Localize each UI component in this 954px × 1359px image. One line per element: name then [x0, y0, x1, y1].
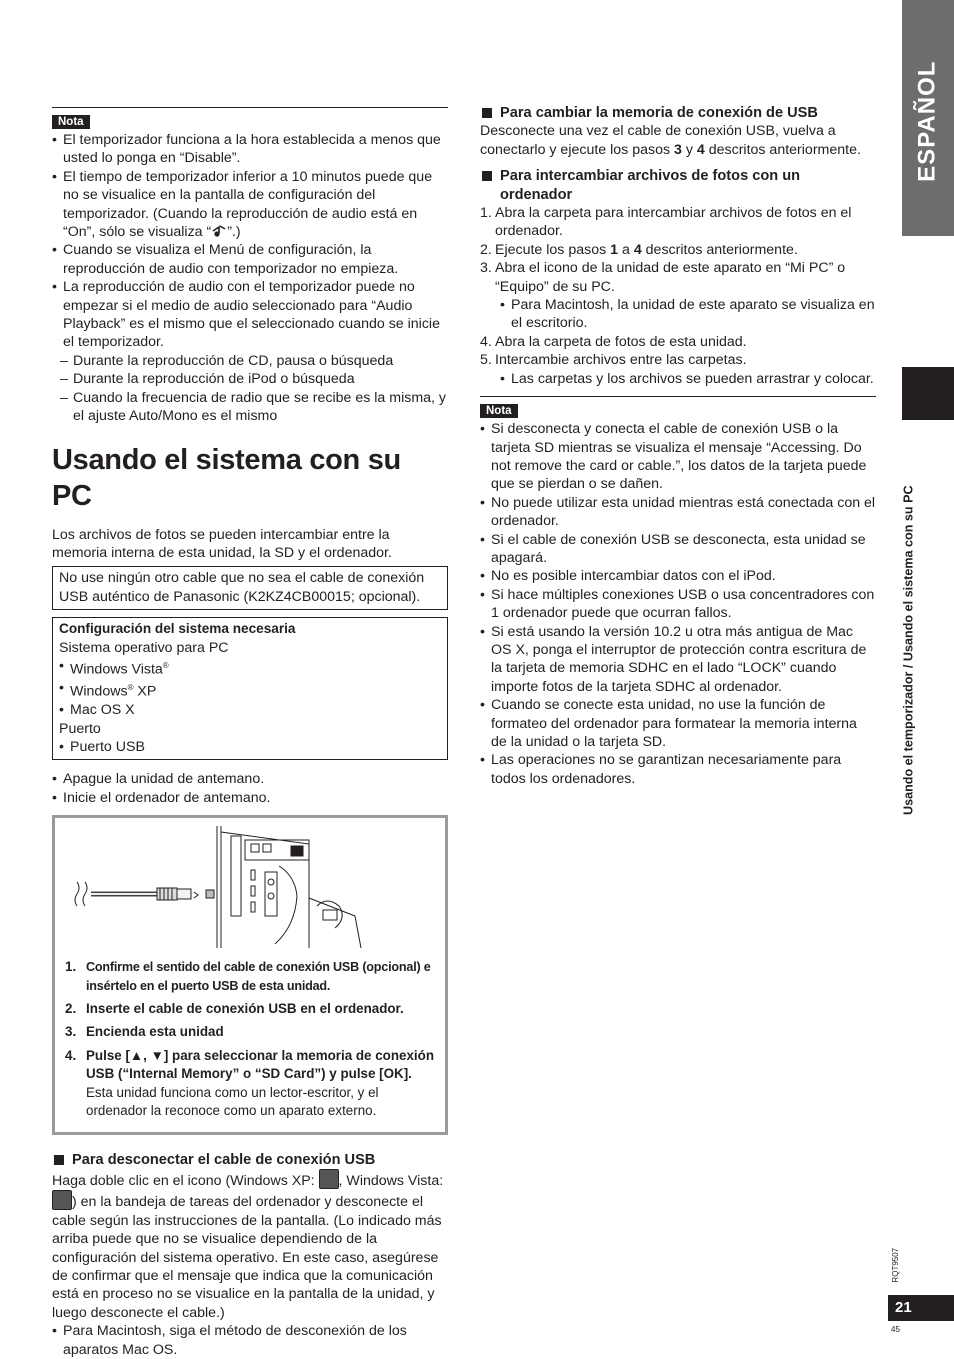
list-item: • Cuando se visualiza el Menú de configuración, la reproducción de audio con temporizador no empieza. — [52, 241, 448, 278]
note-list — [480, 420, 876, 788]
preparation-list — [52, 770, 448, 807]
list-item: • Si el cable de conexión USB se desconecta, esta unidad se apagará. — [480, 531, 876, 568]
connection-steps-box — [52, 815, 448, 1134]
list-item: • Para Macintosh, siga el método de desconexión de los aparatos Mac OS. — [52, 1322, 448, 1359]
list-item: • Para Macintosh, la unidad de este aparato se visualiza en el escritorio. — [480, 296, 876, 333]
intro-paragraph: Los archivos de fotos se pueden intercambiar entre la memoria interna de esta unidad, la SD y el ordenador. — [52, 526, 392, 561]
list-item: 3. Abra el icono de la unidad de este aparato en “Mi PC” o “Equipo” de su PC. — [480, 260, 846, 295]
note-badge: Nota — [52, 115, 90, 129]
document-code: RQT9507 — [890, 1247, 900, 1283]
list-item: • Puerto USB — [59, 738, 441, 756]
list-item: 5. Intercambie archivos entre las carpetas. — [480, 352, 747, 369]
exchange-steps-list — [480, 204, 876, 296]
language-tab — [902, 0, 954, 236]
box-title: Configuración del sistema necesaria — [59, 621, 296, 637]
exchange-steps-list-cont — [480, 333, 876, 370]
change-memory-heading: Para cambiar la memoria de conexión de USB — [480, 104, 876, 122]
list-item: • Inicie el ordenador de antemano. — [52, 789, 448, 807]
list-item: • Si desconecta y conecta el cable de conexión USB o la tarjeta SD mientras se visualiza el mensaje “Accessing. Do not remove the card or cable.”, los datos de la tarjeta puede que se pierdan o se dañen. — [480, 420, 876, 494]
list-item: • El temporizador funciona a la hora establecida a menos que usted lo ponga en “Disable”. — [52, 131, 448, 168]
list-item: • Las carpetas y los archivos se pueden arrastrar y colocar. — [480, 370, 876, 388]
step-item: 3. Encienda esta unidad — [65, 1024, 224, 1040]
os-label: Sistema operativo para PC — [59, 639, 229, 656]
page-number-small: 45 — [891, 1325, 900, 1334]
divider — [52, 107, 448, 108]
list-item: • Windows Vista® — [59, 657, 441, 679]
windows-xp-tray-icon — [319, 1169, 339, 1189]
list-item: • Las operaciones no se garantizan necesariamente para todos los ordenadores. — [480, 751, 876, 788]
page-number: 21 — [888, 1295, 954, 1321]
list-item: 4. Abra la carpeta de fotos de esta unidad. — [480, 333, 747, 350]
usb-connection-illustration — [65, 826, 365, 948]
right-column — [480, 104, 876, 788]
list-item: – Cuando la frecuencia de radio que se recibe es la misma, y el ajuste Auto/Mono es el mismo — [52, 389, 448, 426]
note-badge: Nota — [480, 404, 518, 418]
step-item: 2. Inserte el cable de conexión USB en el ordenador. — [65, 1001, 404, 1017]
note-list — [52, 131, 448, 426]
list-item: – Durante la reproducción de iPod o búsqueda — [52, 370, 448, 388]
cable-warning-box: No use ningún otro cable que no sea el cable de conexión USB auténtico de Panasonic (K2KZ4CB00015; opcional). — [52, 566, 448, 610]
section-marker-tab — [902, 367, 954, 420]
steps-list — [65, 958, 435, 1120]
system-requirements-box — [52, 617, 448, 760]
side-caption: Usando el temporizador / Usando el sistema con su PC — [901, 485, 916, 815]
list-item: • Cuando se conecte esta unidad, no use la función de formateo del ordenador para formatear la memoria interna de la unidad o la tarjeta SD. — [480, 696, 876, 751]
list-item: • Si hace múltiples conexiones USB o usa concentradores con 1 ordenador puede que ocurran fallos. — [480, 586, 876, 623]
left-column — [52, 107, 448, 1359]
list-item: 1. Abra la carpeta para intercambiar archivos de fotos en el ordenador. — [480, 205, 852, 240]
list-item: • La reproducción de audio con el temporizador puede no empezar si el medio de audio seleccionado para “Audio Playback” es el mismo que el seleccionado cuando se inicie el temporizador. — [52, 278, 448, 352]
change-memory-paragraph: Desconecte una vez el cable de conexión USB, vuelva a conectarlo y ejecute los pasos 3 y 4 descritos anteriormente. — [480, 123, 861, 158]
music-note-icon — [211, 224, 227, 238]
list-item: • Apague la unidad de antemano. — [52, 770, 448, 788]
list-item: • No es posible intercambiar datos con el iPod. — [480, 567, 876, 585]
list-item: • El tiempo de temporizador inferior a 10 minutos puede que no se visualice en la pantalla de configuración del temporizador. (Cuando la reproducción de audio está en “On”, sólo se visualiza “ ”.) — [52, 168, 448, 242]
list-item: • Si está usando la versión 10.2 u otra más antigua de Mac OS X, ponga el interruptor de protección contra escritura de la tarjeta de memoria SDHC en el lado “LOCK” cuando importe fotos de la tarjeta SDHC al ordenador. — [480, 623, 876, 697]
divider — [480, 396, 876, 397]
language-label: ESPAÑOL — [913, 60, 941, 182]
list-item: • No puede utilizar esta unidad mientras está conectada con el ordenador. — [480, 494, 876, 531]
section-title: Usando el sistema con su PC — [52, 443, 401, 512]
list-item: 2. Ejecute los pasos 1 a 4 descritos anteriormente. — [480, 241, 798, 258]
windows-vista-tray-icon — [52, 1190, 72, 1210]
disconnect-heading: Para desconectar el cable de conexión USB — [52, 1151, 448, 1169]
list-item: • Mac OS X — [59, 701, 441, 719]
exchange-files-heading: Para intercambiar archivos de fotos con un ordenador — [480, 167, 876, 204]
disconnect-paragraph: Haga doble clic en el icono (Windows XP: , Windows Vista: ) en la bandeja de tareas del ordenador y desconecte el cable según las instrucciones de la pantalla. (Lo indicado más arriba puede que no se visualice dependiendo de la configuración del sistema operativo. En este caso, asegúrese de confirmar que el mensaje que indica que la comunicación está en proceso no se visualice en la pantalla de la unidad, y luego desconecte el cable.) — [52, 1169, 448, 1322]
step-item: 4. Pulse [▲, ▼] para seleccionar la memoria de conexión USB (“Internal Memory” o “SD Card”) y pulse [OK]. Esta unidad funciona como un lector-escritor, y el ordenador la reconoce como un aparato externo. — [65, 1047, 435, 1119]
list-item: • Windows® XP — [59, 679, 441, 701]
list-item: – Durante la reproducción de CD, pausa o búsqueda — [52, 352, 448, 370]
step-item: 1. Confirme el sentido del cable de conexión USB (opcional) e insértelo en el puerto USB de esta unidad. — [65, 959, 431, 993]
port-label: Puerto — [59, 720, 101, 737]
